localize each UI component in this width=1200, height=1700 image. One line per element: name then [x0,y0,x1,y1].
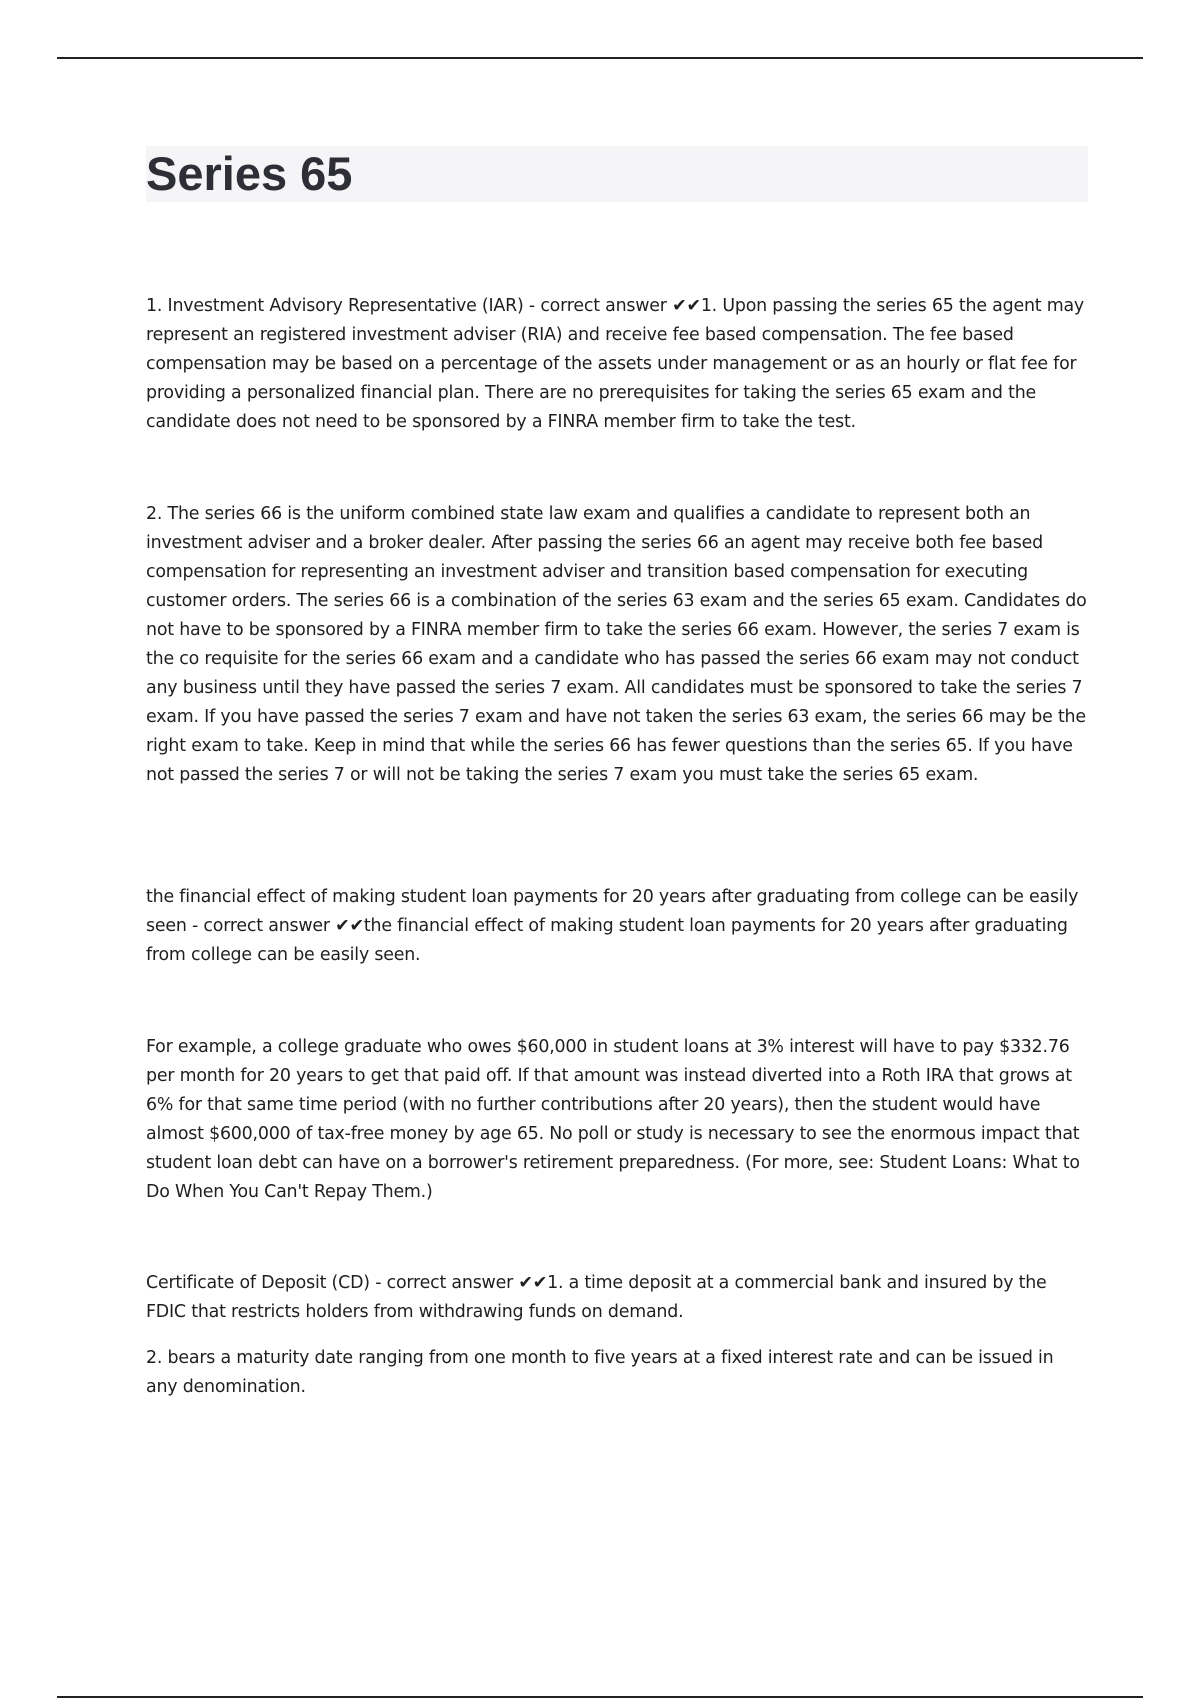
paragraph-certificate-of-deposit: Certificate of Deposit (CD) - correct answer ✔✔1. a time deposit at a commercial bank and insured by the FDIC that restricts holders from withdrawing funds on demand. [146,1273,1047,1322]
bottom-divider [57,1696,1143,1698]
paragraph-iar: 1. Investment Advisory Representative (IAR) - correct answer ✔✔1. Upon passing the series 65 the agent may represent an registered investment adviser (RIA) and receive fee based compensation. The fee based compensation may be based on a percentage of the assets under management or as an hourly or flat fee for providing a personalized financial plan. There are no prerequisites for taking the series 65 exam and the candidate does not need to be sponsored by a FINRA member firm to take the test. [146,296,1085,432]
paragraph-student-loan-effect: the financial effect of making student loan payments for 20 years after graduating from college can be easily seen - correct answer ✔✔the financial effect of making student loan payments for 20 years after graduating from college can be easily seen. [146,887,1079,965]
paragraph-student-loan-example: For example, a college graduate who owes $60,000 in student loans at 3% interest will have to pay $332.76 per month for 20 years to get that paid off. If that amount was instead diverted into a Roth IRA that grows at 6% for that same time period (with no further contributions after 20 years), then the student would have almost $600,000 of tax-free money by age 65. No poll or study is necessary to see the enormous impact that student loan debt can have on a borrower's retirement preparedness. (For more, see: Student Loans: What to Do When You Can't Repay Them.) [146,1037,1080,1202]
paragraph-cd-maturity: 2. bears a maturity date ranging from one month to five years at a fixed interest rate and can be issued in any denomination. [146,1348,1054,1397]
paragraph-series-66: 2. The series 66 is the uniform combined state law exam and qualifies a candidate to represent both an investment adviser and a broker dealer. After passing the series 66 an agent may receive both fee based compensation for representing an investment adviser and transition based compensation for executing customer orders. The series 66 is a combination of the series 63 exam and the series 65 exam. Candidates do not have to be sponsored by a FINRA member firm to take the series 66 exam. However, the series 7 exam is the co requisite for the series 66 exam and a candidate who has passed the series 66 exam may not conduct any business until they have passed the series 7 exam. All candidates must be sponsored to take the series 7 exam. If you have passed the series 7 exam and have not taken the series 63 exam, the series 66 may be the right exam to take. Keep in mind that while the series 66 has fewer questions than the series 65. If you have not passed the series 7 or will not be taking the series 7 exam you must take the series 65 exam. [146,504,1087,785]
top-divider [57,57,1143,59]
page-title: Series 65 [146,147,353,200]
